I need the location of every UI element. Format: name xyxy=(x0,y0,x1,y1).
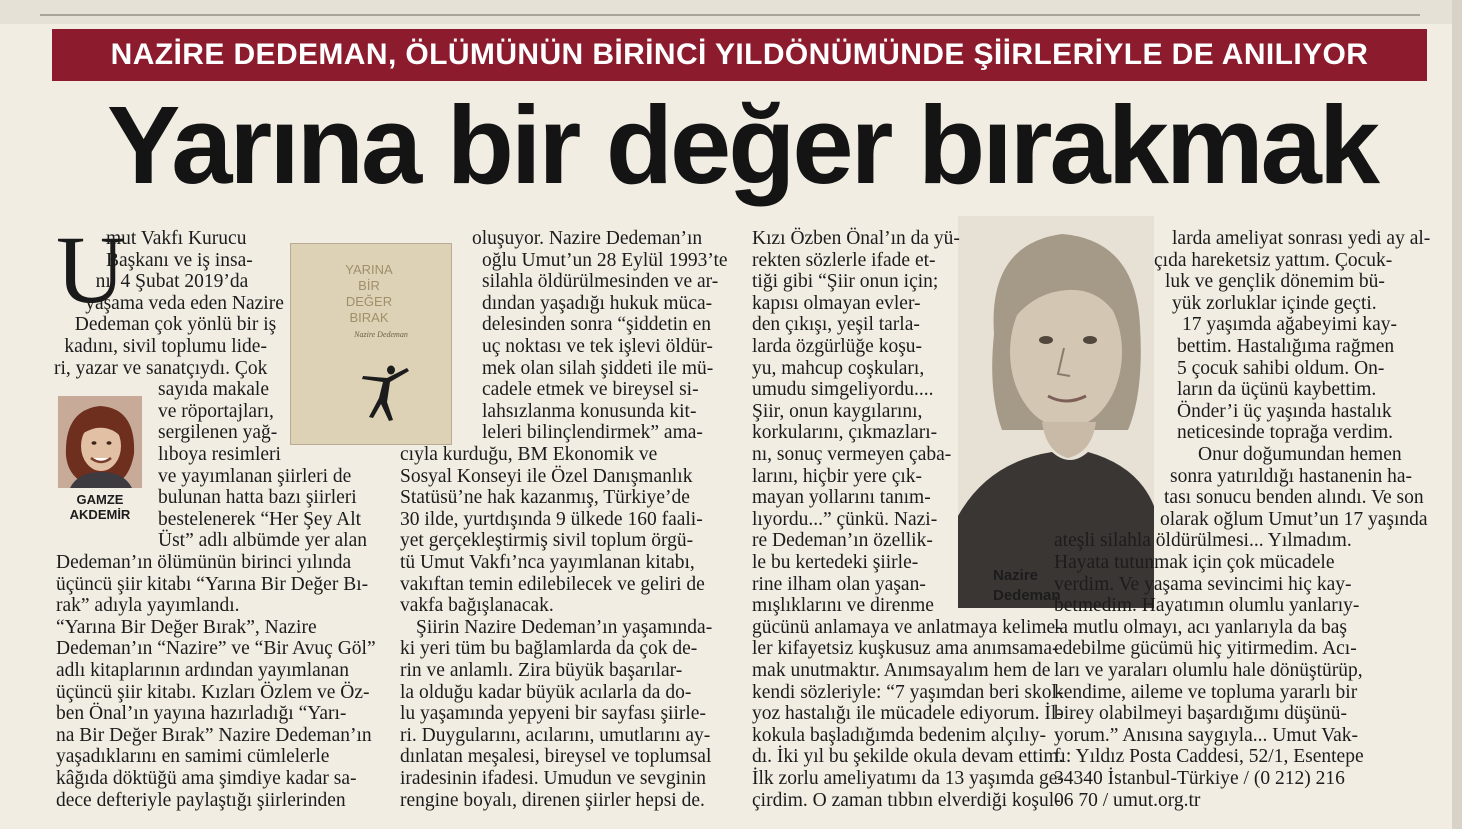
text-line: tası sonucu benden alındı. Ve son xyxy=(1164,487,1424,509)
text-line: lu yaşamında yepyeni bir sayfası şiirle- xyxy=(400,703,706,725)
text-line: ateşli silahla öldürülmesi... Yılmadım. xyxy=(1054,530,1352,552)
author-photo-icon xyxy=(58,396,142,488)
text-line: tiği gibi “Şiir onun için; xyxy=(752,271,939,293)
text-line: ben Önal’ın yayına hazırladığı “Yarı- xyxy=(56,703,347,725)
text-line: mayan yollarını tanım- xyxy=(752,487,931,509)
text-line: mek olan silah şiddeti ile mü- xyxy=(482,357,714,379)
text-line: yet gerçekleştirmiş sivil toplum örgü- xyxy=(400,530,694,552)
text-line: kadını, sivil toplumu lide- xyxy=(64,336,267,357)
text-line: ler kifayetsiz kuşkusuz ama anımsama- xyxy=(752,638,1059,660)
text-line: İlk zorlu ameliyatımı da 13 yaşımda ge- xyxy=(752,768,1064,789)
text-line: edebilme gücümü hiç yitirmedim. Acı- xyxy=(1054,638,1357,660)
text-line: rine ilham olan yaşan- xyxy=(752,573,926,595)
text-line: Sosyal Konseyi ile Özel Danışmanlık xyxy=(400,465,693,487)
text-line: mışlıklarını ve direnme xyxy=(752,595,934,617)
book-cover-title: YARINA BİR DEĞER BIRAK xyxy=(345,262,393,325)
text-line: rekten sözlerle ifade et- xyxy=(752,249,936,271)
text-line: tü Umut Vakfı’nca yayımlanan kitabı, xyxy=(400,552,695,573)
text-line: dı. İki yıl bu şekilde okula devam ettim. xyxy=(752,746,1064,768)
text-line: “Yarına Bir Değer Bırak”, Nazire xyxy=(56,616,317,638)
text-line: verdim. Ve yaşama sevincimi hiç kay- xyxy=(1054,573,1352,595)
text-line: Statüsü’ne hak kazanmış, Türkiye’de xyxy=(400,487,690,509)
text-line: la olduğu kadar büyük acılarla da do- xyxy=(400,681,692,703)
text-line: betmedim. Hayatımın olumlu yanlarıy- xyxy=(1054,595,1360,617)
text-line: uç noktası ve tek işlevi öldür- xyxy=(482,336,713,357)
text-line: birey olabilmeyi başardığımı düşünü- xyxy=(1054,703,1347,725)
text-line: 17 yaşımda ağabeyimi kay- xyxy=(1182,314,1397,336)
text-line: rengine boyalı, direnen şiirler hepsi de. xyxy=(400,789,705,811)
text-line: Onur doğumundan hemen xyxy=(1198,444,1402,465)
book-cover-author: Nazire Dedeman xyxy=(354,330,408,339)
text-line: yük zorluklar içinde geçti. xyxy=(1172,292,1377,314)
text-line: kendime, aileme ve topluma yararlı bir xyxy=(1054,681,1358,703)
text-line: lıyordu...” çünkü. Nazi- xyxy=(752,508,938,530)
text-line: nı, 4 Şubat 2019’da xyxy=(95,271,249,293)
text-line: luk ve gençlik dönemim bü- xyxy=(1165,271,1385,293)
text-line: yaşadıklarını en samimi cümlelerle xyxy=(56,746,330,768)
text-line: adlı kitaplarının ardından yayımlanan xyxy=(56,660,349,681)
text-line: bulunan hatta bazı şiirleri xyxy=(158,487,357,509)
text-line: oluşuyor. Nazire Dedeman’ın xyxy=(472,228,703,249)
text-line: cadele etmek ve bireysel si- xyxy=(482,379,699,401)
text-line: Dedeman’ın ölümünün birinci yılında xyxy=(56,552,352,573)
page-edge xyxy=(1452,0,1462,829)
text-line: larını, hiçbir yere çık- xyxy=(752,465,923,487)
text-line: lahsızlanma konusunda kit- xyxy=(482,400,697,422)
text-line: la mutlu olmayı, acı yanlarıyla da baş xyxy=(1054,616,1347,638)
text-line: re Dedeman’ın özellik- xyxy=(752,530,933,552)
text-line: yorum.” Anısına saygıyla... Umut Vak- xyxy=(1054,724,1359,746)
text-line: sergilenen yağ- xyxy=(158,422,278,444)
text-line: yoz hastalığı ile mücadele ediyorum. İl- xyxy=(752,703,1063,725)
text-line: Önder’i üç yaşında hastalık xyxy=(1177,400,1392,422)
text-line: üçüncü şiir kitabı. Kızları Özlem ve Öz- xyxy=(56,681,370,703)
text-line: Hayata tutunmak için çok mücadele xyxy=(1054,552,1335,573)
photo-caption-line: Nazire xyxy=(993,567,1039,584)
text-line: nı, sonuç vermeyen çaba- xyxy=(752,444,952,465)
text-line: olarak oğlum Umut’un 17 yaşında xyxy=(1160,508,1428,530)
text-line: mut Vakfı Kurucu xyxy=(106,228,247,249)
text-line: ki yeri tüm bu bağlamlarda da çok de- xyxy=(400,638,698,660)
photo-caption-line: Dedeman xyxy=(993,587,1061,604)
text-line: 30 ilde, yurtdışında 9 ülkede 160 faali- xyxy=(400,508,703,530)
text-line: iradesinin ifadesi. Umudun ve sevginin xyxy=(400,768,706,789)
text-line: sonra yatırıldığı hastanenin ha- xyxy=(1170,465,1413,487)
text-line: bestelenerek “Her Şey Alt xyxy=(158,508,362,530)
text-line: rak” adıyla yayımlandı. xyxy=(56,595,240,617)
text-line: Üst” adlı albümde yer alan xyxy=(158,530,368,552)
text-line: umudu simgeliyordu.... xyxy=(752,379,934,401)
column-rule xyxy=(40,14,1420,16)
text-line: ve yayımlanan şiirleri de xyxy=(158,465,352,487)
drop-cap: U xyxy=(56,216,126,323)
author-last-name: AKDEMİR xyxy=(69,507,131,522)
text-line: silahla öldürülmesinden ve ar- xyxy=(482,271,719,293)
text-line: vakıftan temin edilebilecek ve geliri de xyxy=(400,573,705,595)
text-line: dece defteriyle paylaştığı şiirlerinden xyxy=(56,789,346,811)
text-line: Kızı Özben Önal’ın da yü- xyxy=(752,228,960,249)
book-cover-photo xyxy=(290,243,452,445)
text-line: ri. Duygularını, acılarını, umutlarını ay- xyxy=(400,724,711,746)
text-line: larda özgürlüğe koşu- xyxy=(752,336,923,357)
text-line: na Bir Değer Bırak” Nazire Dedeman’ın xyxy=(56,724,372,746)
text-line: oğlu Umut’un 28 Eylül 1993’te xyxy=(482,249,728,271)
author-first-name: GAMZE xyxy=(76,492,124,507)
text-line: kapısı olmayan evler- xyxy=(752,292,921,314)
text-line: larda ameliyat sonrası yedi ay al- xyxy=(1172,228,1431,249)
page-top-strip xyxy=(0,0,1462,24)
text-line: Şiir, onun kaygılarını, xyxy=(752,400,923,422)
text-line: kendi sözleriyle: “7 yaşımdan beri skol- xyxy=(752,681,1064,703)
text-line: dınlatan meşalesi, bireysel ve toplumsal xyxy=(400,746,712,768)
text-line: mak unutmaktır. Anımsayalım hem de xyxy=(752,660,1051,681)
text-line: korkularını, çıkmazları- xyxy=(752,422,938,444)
leaping-figure-icon xyxy=(357,362,411,424)
text-line: le bu kertedeki şiirle- xyxy=(752,552,919,573)
text-line: Başkanı ve iş insa- xyxy=(106,249,253,271)
text-line: den çıkışı, yeşil tarla- xyxy=(752,314,920,336)
text-line: Şiirin Nazire Dedeman’ın yaşamında- xyxy=(416,616,713,638)
text-line: ri, yazar ve sanatçıydı. Çok xyxy=(54,357,268,379)
text-line: yaşama veda eden Nazire xyxy=(85,292,284,314)
text-line: üçüncü şiir kitabı “Yarına Bir Değer Bı- xyxy=(56,573,369,595)
text-line: gücünü anlamaya ve anlatmaya kelime- xyxy=(752,616,1062,638)
text-line: kokula başladığımda bedenim alçılıy- xyxy=(752,724,1047,746)
text-line: Dedeman çok yönlü bir iş xyxy=(74,314,277,336)
text-line: bettim. Hastalığıma rağmen xyxy=(1177,336,1395,357)
text-line: yu, mahcup coşkuları, xyxy=(752,357,925,379)
text-line: 34340 İstanbul-Türkiye / (0 212) 216 xyxy=(1054,768,1345,789)
text-line: lıboya resimleri xyxy=(158,444,281,465)
text-line: dından yaşadığı hukuk müca- xyxy=(482,292,713,314)
text-line: ve röportajları, xyxy=(158,400,274,422)
text-line: ları ve yaraları olumlu hale dönüştürüp, xyxy=(1054,660,1363,681)
text-line: cıyla kurduğu, BM Ekonomik ve xyxy=(400,444,658,465)
text-line: neticesinde toprağa verdim. xyxy=(1177,422,1394,444)
text-line: kâğıda döktüğü ama şimdiye kadar sa- xyxy=(56,768,357,789)
headline: Yarına bir değer bırakmak xyxy=(106,84,1378,207)
author-avatar xyxy=(58,396,142,488)
text-line: vakfa bağışlanacak. xyxy=(400,595,554,617)
text-line: 5 çocuk sahibi oldum. On- xyxy=(1177,357,1385,379)
kicker-banner: NAZİRE DEDEMAN, ÖLÜMÜNÜN BİRİNCİ YILDÖNÜMÜNDE ŞİİRLERİYLE DE ANILIYOR xyxy=(52,29,1427,81)
text-line: rin ve anlamlı. Zira büyük başarılar- xyxy=(400,660,683,681)
text-line: 06 70 / umut.org.tr xyxy=(1054,789,1201,811)
text-line: fı: Yıldız Posta Caddesi, 52/1, Esentepe xyxy=(1054,746,1364,768)
text-line: çıda hareketsiz yattım. Çocuk- xyxy=(1154,249,1393,271)
text-line: leleri bilinçlendirmek” ama- xyxy=(482,422,703,444)
author-byline xyxy=(62,492,138,522)
text-line: Dedeman’ın “Nazire” ve “Bir Avuç Göl” xyxy=(56,638,376,660)
text-line: çirdim. O zaman tıbbın elverdiği koşul- xyxy=(752,789,1061,811)
text-line: ların da üçünü kaybettim. xyxy=(1177,379,1377,401)
text-line: delesinden sonra “şiddetin en xyxy=(482,314,712,336)
text-line: sayıda makale xyxy=(158,379,269,401)
